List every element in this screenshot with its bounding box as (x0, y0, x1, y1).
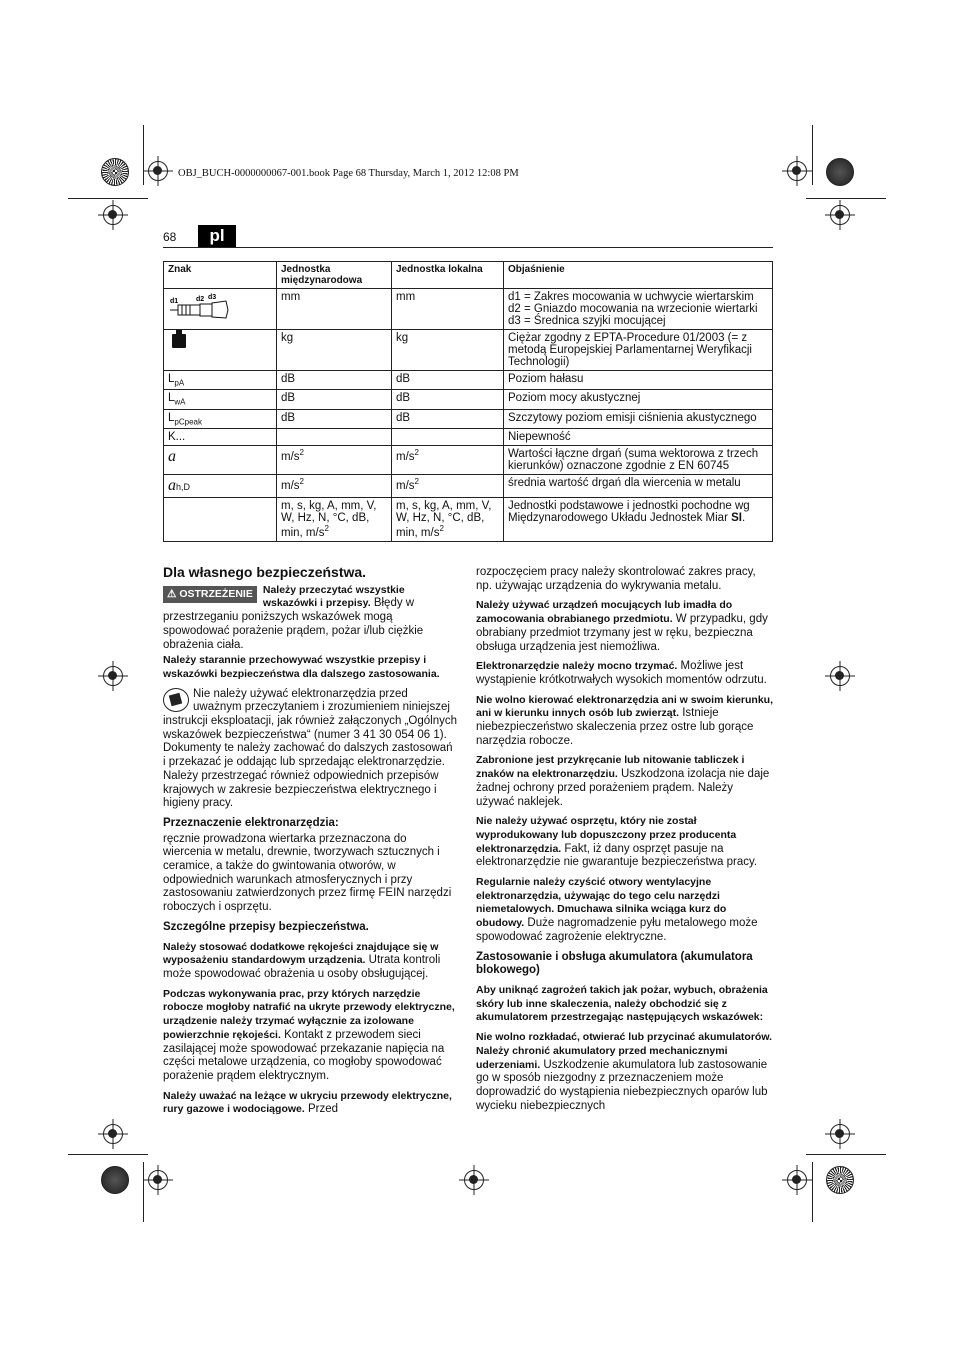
table-cell-sign: K... (164, 428, 277, 445)
table-cell: $m/s^2$ (392, 474, 504, 497)
table-cell-sign: $L_{pA}$ (164, 371, 277, 390)
table-cell: Jednostki podstawowe i jednostki pochodne wg Międzynarodowego Układu Jednostek Miar SI. (504, 497, 773, 541)
svg-text:d1: d1 (170, 298, 179, 305)
book-info: OBJ_BUCH-0000000067-001.book Page 68 Thursday, March 1, 2012 12:08 PM (178, 168, 519, 179)
registration-rosette-icon (826, 158, 854, 186)
page-number: 68 (163, 230, 177, 244)
table-cell-sign (164, 497, 277, 541)
table-cell-sign: $L_{wA}$ (164, 390, 277, 409)
column-header: Objaśnienie (504, 262, 773, 289)
table-cell: $m/s^2$ (392, 445, 504, 474)
table-cell: $m/s^2$ (277, 474, 392, 497)
table-cell: dB (277, 371, 392, 390)
subheading: Przeznaczenie elektronarzędzia: (163, 816, 339, 829)
crosshair-target-icon (787, 1170, 807, 1190)
paragraph: Nie wolno rozkładać, otwierać lub przycinać akumulatorów. Należy chronić akumulatory przed mechanicznymi uderzeniami. Uszkodzenie akumulatora lub zastosowanie go w sposób niezgodny z przeznaczeniem może doprowadzić do wystąpienia niebezpiecznych oparów lub wycieku niebezpiecznych (476, 1031, 773, 1112)
column-header: Znak (164, 262, 277, 289)
table-cell (277, 428, 392, 445)
crosshair-target-icon (830, 205, 850, 225)
table-row (164, 409, 773, 428)
paragraph: Należy uważać na leżące w ukryciu przewody elektryczne, rury gazowe i wodociągowe. Przed (163, 1089, 452, 1116)
table-row (164, 474, 773, 497)
table-cell: dB (277, 390, 392, 409)
table-cell (504, 289, 773, 330)
table-row (164, 289, 773, 330)
table-cell: Niepewność (504, 428, 773, 445)
registration-rosette-icon (101, 158, 129, 186)
table-cell-sign: $L_{pCpeak}$ (164, 409, 277, 428)
registration-rosette-icon (826, 1166, 854, 1194)
column-header: Jednostka międzynarodowa (277, 262, 392, 289)
weight-icon (172, 334, 186, 348)
specification-table (163, 261, 773, 542)
paragraph: rozpoczęciem pracy należy skontrolować zakres pracy, np. używając urządzenia do wykrywania metalu. (476, 566, 756, 592)
paragraph: ⚠ OSTRZEŻENIE Należy przeczytać wszystkie wskazówki i przepisy. Błędy w przestrzeganiu poniższych wskazówek mogą spowodować porażenie prądem, pożar i/lub ciężkie obrażenia ciała. (163, 583, 424, 651)
table-row (164, 330, 773, 371)
table-cell-sign: ah,D (164, 474, 277, 497)
paragraph: ręcznie prowadzona wiertarka przeznaczona do wiercenia w metalu, drewnie, tworzywach sztucznych i ceramice, a także do gwintowania otworów, w odpowiednich warunkach atmosferycznych i przy zastosowaniu zatwierdzonych przez firmę FEIN narzędzi roboczych i osprzętu. (163, 832, 452, 914)
svg-text:d2: d2 (196, 296, 205, 303)
paragraph: Należy starannie przechowywać wszystkie przepisy i wskazówki bezpieczeństwa dla dalszego zastosowania. (163, 654, 440, 680)
table-cell: mm (392, 289, 504, 330)
paragraph: Nie należy używać elektronarzędzia przed uważnym przeczytaniem i zrozumieniem niniejszej instrukcji eksploatacji, jak również załączonych „Ogólnych wskazówek bezpieczeństwa“ (numer 3 41 30 054 06 1). Dokumenty te należy zachować do dalszych zastosowań i przekazać je oddając lub sprzedając elektronarzędzie. (163, 687, 458, 769)
table-row (164, 390, 773, 409)
table-row (164, 497, 773, 541)
table-cell: średnia wartość drgań dla wiercenia w metalu (504, 474, 773, 497)
crosshair-target-icon (830, 1124, 850, 1144)
column-header: Jednostka lokalna (392, 262, 504, 289)
left-column (163, 566, 457, 1123)
table-cell-sign: a (164, 445, 277, 474)
table-cell: kg (277, 330, 392, 371)
crosshair-target-icon (464, 1170, 484, 1190)
table-cell (392, 428, 504, 445)
subheading: Szczególne przepisy bezpieczeństwa. (163, 920, 369, 933)
paragraph: Elektronarzędzie należy mocno trzymać. Możliwe jest wystąpienie krótkotrwałych wysokich momentów odrzutu. (476, 660, 767, 686)
crosshair-target-icon (830, 666, 850, 686)
paragraph: Zabronione jest przykręcanie lub nitowanie tabliczek i znaków na elektronarzędziu. Uszkodzona izolacja nie daje żadnej ochrony przed porażeniem prądem. Należy używać naklejek. (476, 754, 770, 808)
paragraph: Aby uniknąć zagrożeń takich jak pożar, wybuch, obrażenia skóry lub inne skaleczenia, należy obchodzić się z akumulatorem przestrzegając następujących wskazówek: (476, 983, 768, 1024)
subheading: Zastosowanie i obsługa akumulatora (akumulatora blokowego) (476, 950, 753, 977)
svg-text:d3: d3 (208, 294, 217, 301)
table-cell: dB (392, 371, 504, 390)
crosshair-target-icon (148, 161, 168, 181)
table-header-row (164, 262, 773, 289)
table-cell: Poziom mocy akustycznej (504, 390, 773, 409)
read-manual-icon (163, 688, 189, 712)
warning-badge: ⚠ OSTRZEŻENIE (163, 586, 257, 604)
table-cell: $m/s^2$ (277, 445, 392, 474)
drill-chuck-dimensions-icon (164, 289, 277, 330)
paragraph: Nie wolno kierować elektronarzędzia ani w swoim kierunku, ani w kierunku innych osób lub zwierząt. Istnieje niebezpieczeństwo skaleczenia przez ostre lub gorące narzędzia robocze. (476, 693, 774, 747)
registration-rosette-icon (101, 1166, 129, 1194)
crosshair-target-icon (103, 205, 123, 225)
table-row (164, 428, 773, 445)
crosshair-target-icon (103, 1124, 123, 1144)
table-cell: dB (392, 409, 504, 428)
section-title: Dla własnego bezpieczeństwa. (163, 564, 367, 580)
table-row (164, 445, 773, 474)
header-divider (163, 247, 773, 248)
paragraph: Podczas wykonywania prac, przy których narzędzie robocze mogłoby natrafić na ukryte przewody elektryczne, urządzenie należy trzymać wyłącznie za izolowane powierzchnie rękojeści. Kontakt z przewodem sieci zasilającej może spowodować przekazanie napięcia na części metalowe urządzenia, co mogłoby spowodować porażenie prądem elektrycznym. (163, 987, 455, 1082)
table-cell-text: d1 = Zakres mocowania w uchwycie wiertarskim d2 = Gniazdo mocowania na wrzecionie wiertarki d3 = Średnica szyjki mocującej (508, 291, 758, 327)
table-cell: Ciężar zgodny z EPTA-Procedure 01/2003 (= z metodą Europejskiej Parlamentarnej Weryfikacji Technologii) (504, 330, 773, 371)
paragraph: Regularnie należy czyścić otwory wentylacyjne elektronarzędzia, używając do tego celu narzędzi niemetalowych. Dmuchawa silnika wciąga kurz do obudowy. Duże nagromadzenie pyłu metalowego może spowodować zagrożenie elektryczne. (476, 876, 758, 943)
crosshair-target-icon (103, 666, 123, 686)
table-cell: Szczytowy poziom emisji ciśnienia akustycznego (504, 409, 773, 428)
table-cell: kg (392, 330, 504, 371)
right-column (476, 566, 773, 1119)
language-badge: pl (198, 225, 236, 247)
table-cell: Wartości łączne drgań (suma wektorowa z trzech kierunków) oznaczone zgodnie z EN 60745 (504, 445, 773, 474)
crosshair-target-icon (148, 1170, 168, 1190)
table-row (164, 371, 773, 390)
table-cell: Poziom hałasu (504, 371, 773, 390)
paragraph: Należy używać urządzeń mocujących lub imadła do zamocowania obrabianego przedmiotu. W przypadku, gdy obrabiany przedmiot trzymany jest w ręku, bezpieczna obsługa urządzenia jest niemożliwa. (476, 599, 768, 653)
table-cell: m, s, kg, A, mm, V, W, Hz, N, °C, dB, min, $m/s^2$ (392, 497, 504, 541)
table-cell: m, s, kg, A, mm, V, W, Hz, N, °C, dB, min, $m/s^2$ (277, 497, 392, 541)
table-cell: dB (277, 409, 392, 428)
table-cell: dB (392, 390, 504, 409)
crosshair-target-icon (787, 161, 807, 181)
paragraph: Należy przestrzegać również odpowiednich przepisów krajowych w zakresie bezpieczeństwa elektrycznego i higieny pracy. (163, 769, 439, 810)
paragraph: Nie należy używać osprzętu, który nie został wyprodukowany lub dopuszczony przez producenta elektronarzędzia. Fakt, iż dany osprzęt pasuje na elektronarzędzie nie gwarantuje bezpieczeństwa pracy. (476, 815, 758, 869)
table-cell: mm (277, 289, 392, 330)
paragraph: Należy stosować dodatkowe rękojeści znajdujące się w wyposażeniu standardowym urządzenia. Utrata kontroli może spowodować obrażenia u osoby obsługującej. (163, 940, 441, 980)
